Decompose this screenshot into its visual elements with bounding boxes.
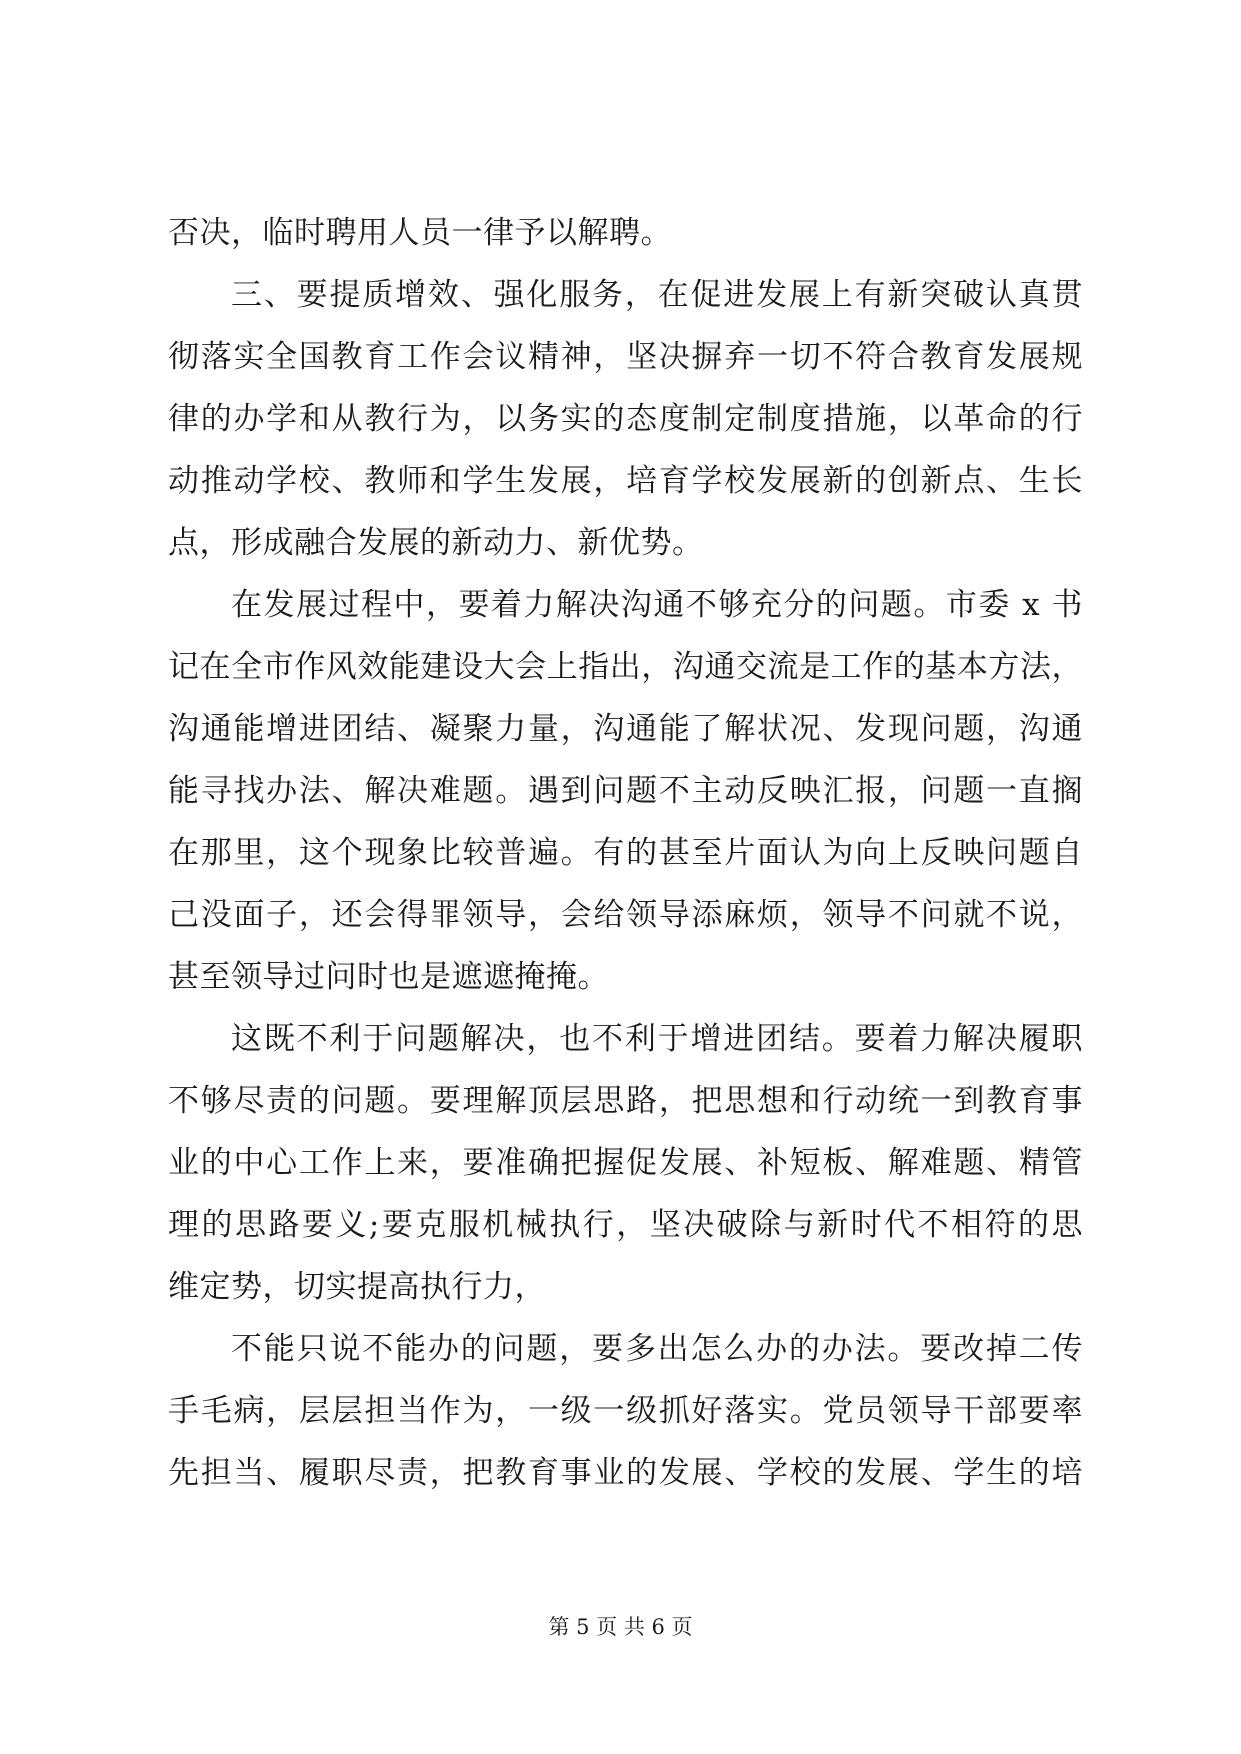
text-line: 否决，临时聘用人员一律予以解聘。 (168, 215, 672, 251)
text-line: 记在全市作风效能建设大会上指出，沟通交流是工作的基本方法， (168, 649, 1083, 685)
text-line: 不能只说不能办的问题，要多出怎么办的办法。要改掉二传 (231, 1331, 1083, 1367)
text-line: 己没面子，还会得罪领导，会给领导添麻烦，领导不问就不说， (168, 897, 1083, 933)
text-line: 不够尽责的问题。要理解顶层思路，把思想和行动统一到教育事 (168, 1083, 1083, 1119)
document-body (168, 202, 1083, 1504)
text-line: 在发展过程中，要着力解决沟通不够充分的问题。市委 x 书 (231, 587, 1083, 623)
text-line: 彻落实全国教育工作会议精神，坚决摒弃一切不符合教育发展规 (168, 339, 1083, 375)
text-line: 甚至领导过问时也是遮遮掩掩。 (168, 959, 609, 995)
text-line: 理的思路要义;要克服机械执行，坚决破除与新时代不相符的思 (168, 1207, 1083, 1243)
text-line: 先担当、履职尽责，把教育事业的发展、学校的发展、学生的培 (168, 1455, 1083, 1491)
text-line: 业的中心工作上来，要准确把握促发展、补短板、解难题、精管 (168, 1145, 1083, 1181)
text-line: 这既不利于问题解决，也不利于增进团结。要着力解决履职 (231, 1021, 1083, 1057)
text-line: 能寻找办法、解决难题。遇到问题不主动反映汇报，问题一直搁 (168, 773, 1083, 809)
text-line: 手毛病，层层担当作为，一级一级抓好落实。党员领导干部要率 (168, 1393, 1083, 1429)
text-line: 点，形成融合发展的新动力、新优势。 (168, 525, 704, 561)
text-line: 动推动学校、教师和学生发展，培育学校发展新的创新点、生长 (168, 463, 1083, 499)
text-line: 在那里，这个现象比较普遍。有的甚至片面认为向上反映问题自 (168, 835, 1083, 871)
text-line: 三、要提质增效、强化服务，在促进发展上有新突破认真贯 (231, 277, 1083, 313)
text-line: 沟通能增进团结、凝聚力量，沟通能了解状况、发现问题，沟通 (168, 711, 1083, 747)
text-line: 维定势，切实提高执行力， (168, 1269, 546, 1305)
page-number-footer: 第 5 页 共 6 页 (548, 1615, 693, 1639)
text-line: 律的办学和从教行为，以务实的态度制定制度措施，以革命的行 (168, 401, 1083, 437)
